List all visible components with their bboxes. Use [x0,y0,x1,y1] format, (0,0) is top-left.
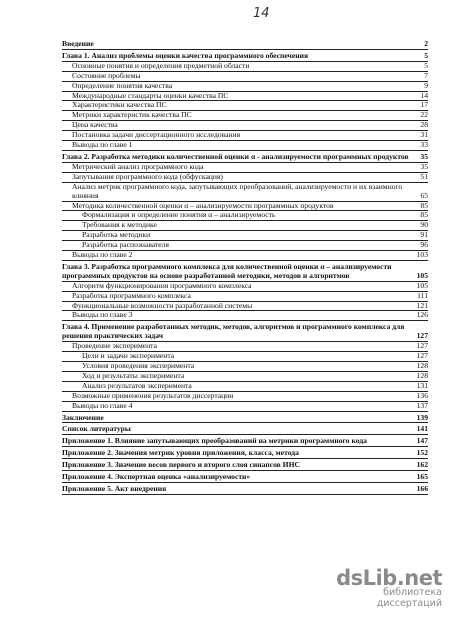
toc-entry-title: Состояние проблемы [62,72,422,82]
toc-entry-title: Международные стандарты оценки качества ПС [62,92,418,102]
toc-entry-page: 127 [416,341,428,351]
toc-entry-title: Цена качества [62,121,418,131]
toc-entry-page: 22 [420,110,428,120]
toc-entry-page: 141 [416,424,428,434]
toc-entry-title: Приложение 3. Значение весов первого и второго слоя синапсов ИНС [62,461,415,471]
toc-entry-title: Анализ метрик программного кода, запутывающих преобразований, анализируемости и их взаимного влияния [62,183,418,202]
toc-entry-title: Глава 1. Анализ проблемы оценки качества программного обеспечения [62,52,422,62]
toc-entry [62,251,428,261]
toc-entry-title: Метрики характеристик качества ПС [62,111,418,121]
toc-entry [62,183,428,202]
toc-entry-page: 9 [424,80,428,90]
toc-entry-title: Методика количественной оценки α – анализируемости программных продуктов [62,202,418,212]
toc-entry-title: Выводы по главе 3 [62,311,415,321]
toc-entry-title: Глава 2. Разработка методики количественной оценки α - анализируемости программных продуктов [62,153,418,163]
toc-entry-title: Разработка распознавателя [62,241,418,251]
toc-entry-page: 137 [416,400,428,410]
toc-entry-title: Разработка методики [62,231,418,241]
toc-heading [62,263,428,282]
toc-entry-page: 139 [416,412,428,422]
toc-entry-title: Метрический анализ программного кода [62,163,418,173]
toc-entry-title: Определение понятия качества [62,82,422,92]
handwritten-page-number: 14 [253,6,270,21]
toc-entry-title: Запутывания программного кода (обфускация) [62,173,418,183]
toc-entry-page: 5 [424,60,428,70]
toc-entry-title: Проведение эксперимента [62,342,415,352]
toc-entry-page: 165 [416,472,428,482]
toc-entry-title: Анализ результатов эксперимента [62,382,415,392]
toc-entry-page: 152 [416,448,428,458]
toc-entry-page: 166 [416,483,428,493]
toc-heading [62,437,428,447]
toc-entry-page: 147 [416,436,428,446]
toc-entry-page: 128 [416,361,428,370]
toc-entry-page: 5 [424,50,428,60]
toc-entry-page: 136 [416,390,428,400]
toc-entry [62,402,428,412]
toc-entry-title: Формализация и определение понятия α – анализируемость [62,211,418,221]
toc-entry-title: Ход и результаты эксперимента [62,372,415,382]
toc-entry-title: Разработка программного комплекса [62,292,415,302]
toc-heading [62,425,428,435]
toc-heading [62,323,428,342]
toc-heading [62,461,428,471]
toc-entry-page: 17 [420,100,428,110]
toc-entry-page: 126 [416,310,428,320]
toc-entry-page: 85 [420,200,428,210]
table-of-contents [62,40,428,495]
toc-entry-page: 128 [416,370,428,380]
toc-entry-page: 33 [420,140,428,150]
toc-entry-page: 65 [420,190,428,200]
toc-entry-title: Выводы по главе 1 [62,141,418,151]
toc-entry-page: 51 [420,171,428,181]
toc-entry-title: Заключение [62,414,415,424]
toc-entry-page: 103 [416,250,428,260]
toc-heading [62,449,428,459]
toc-entry-title: Введение [62,40,422,50]
toc-entry-page: 31 [420,130,428,140]
toc-entry [62,141,428,151]
toc-entry-title: Цели и задачи эксперимента [62,352,415,362]
toc-entry-title: Приложение 5. Акт внедрения [62,485,415,495]
toc-entry-page: 127 [416,331,428,341]
watermark-subtitle: библиотека диссертаций [376,587,442,609]
toc-entry-title: Список литературы [62,425,415,435]
toc-entry-page: 90 [420,220,428,230]
toc-heading [62,473,428,483]
toc-entry-page: 127 [416,351,428,361]
toc-entry-page: 121 [416,300,428,310]
toc-heading [62,414,428,424]
toc-entry-title: Возможные применения результатов диссертации [62,392,415,402]
toc-entry-title: Характеристики качества ПС [62,101,418,111]
toc-entry-page: 2 [424,39,428,48]
toc-entry-page: 35 [420,161,428,171]
toc-entry-title: Приложение 2. Значения метрик уровня приложения, класса, метода [62,449,415,459]
toc-entry-title: Выводы по главе 4 [62,402,415,412]
toc-entry-title: Выводы по главе 2 [62,251,415,261]
toc-entry-title: Приложение 4. Экспертная оценка «анализируемости» [62,473,415,483]
toc-entry-page: 105 [416,280,428,290]
watermark-logo [336,566,448,609]
toc-entry [62,311,428,321]
toc-entry-title: Требования к методике [62,221,418,231]
toc-entry-title: Функциональные возможности разработанной системы [62,302,415,312]
toc-entry-title: Основные понятия и определения предметной области [62,62,422,72]
toc-entry-title: Глава 3. Разработка программного комплекса для количественной оценки α – анализируемости программных продуктов на основе разработанной методики, методов и алгоритмов [62,263,415,282]
toc-entry-title: Постановка задачи диссертационного исследования [62,131,418,141]
toc-entry-page: 7 [424,70,428,80]
toc-entry-page: 35 [420,151,428,161]
toc-entry-page: 162 [416,460,428,470]
toc-entry-page: 111 [417,290,428,300]
toc-entry-title: Условия проведения эксперимента [62,362,415,372]
toc-entry-title: Приложение 1. Влияние запутывающих преобразований на метрики программного кода [62,437,415,447]
toc-entry-page: 28 [420,120,428,130]
toc-entry-title: Глава 4. Применение разработанных методик, методов, алгоритмов и программного комплекса для решения практических задач [62,323,415,342]
watermark-brand: dsLib.net [336,566,442,590]
toc-entry-page: 14 [420,90,428,100]
toc-entry-page: 85 [420,210,428,220]
toc-entry-title: Алгоритм функционирования программного комплекса [62,282,415,292]
toc-entry-page: 131 [416,380,428,390]
toc-entry-page: 91 [420,230,428,240]
toc-entry-page: 105 [416,270,428,280]
toc-entry-page: 96 [420,240,428,250]
toc-heading [62,485,428,495]
toc-heading [62,40,428,50]
